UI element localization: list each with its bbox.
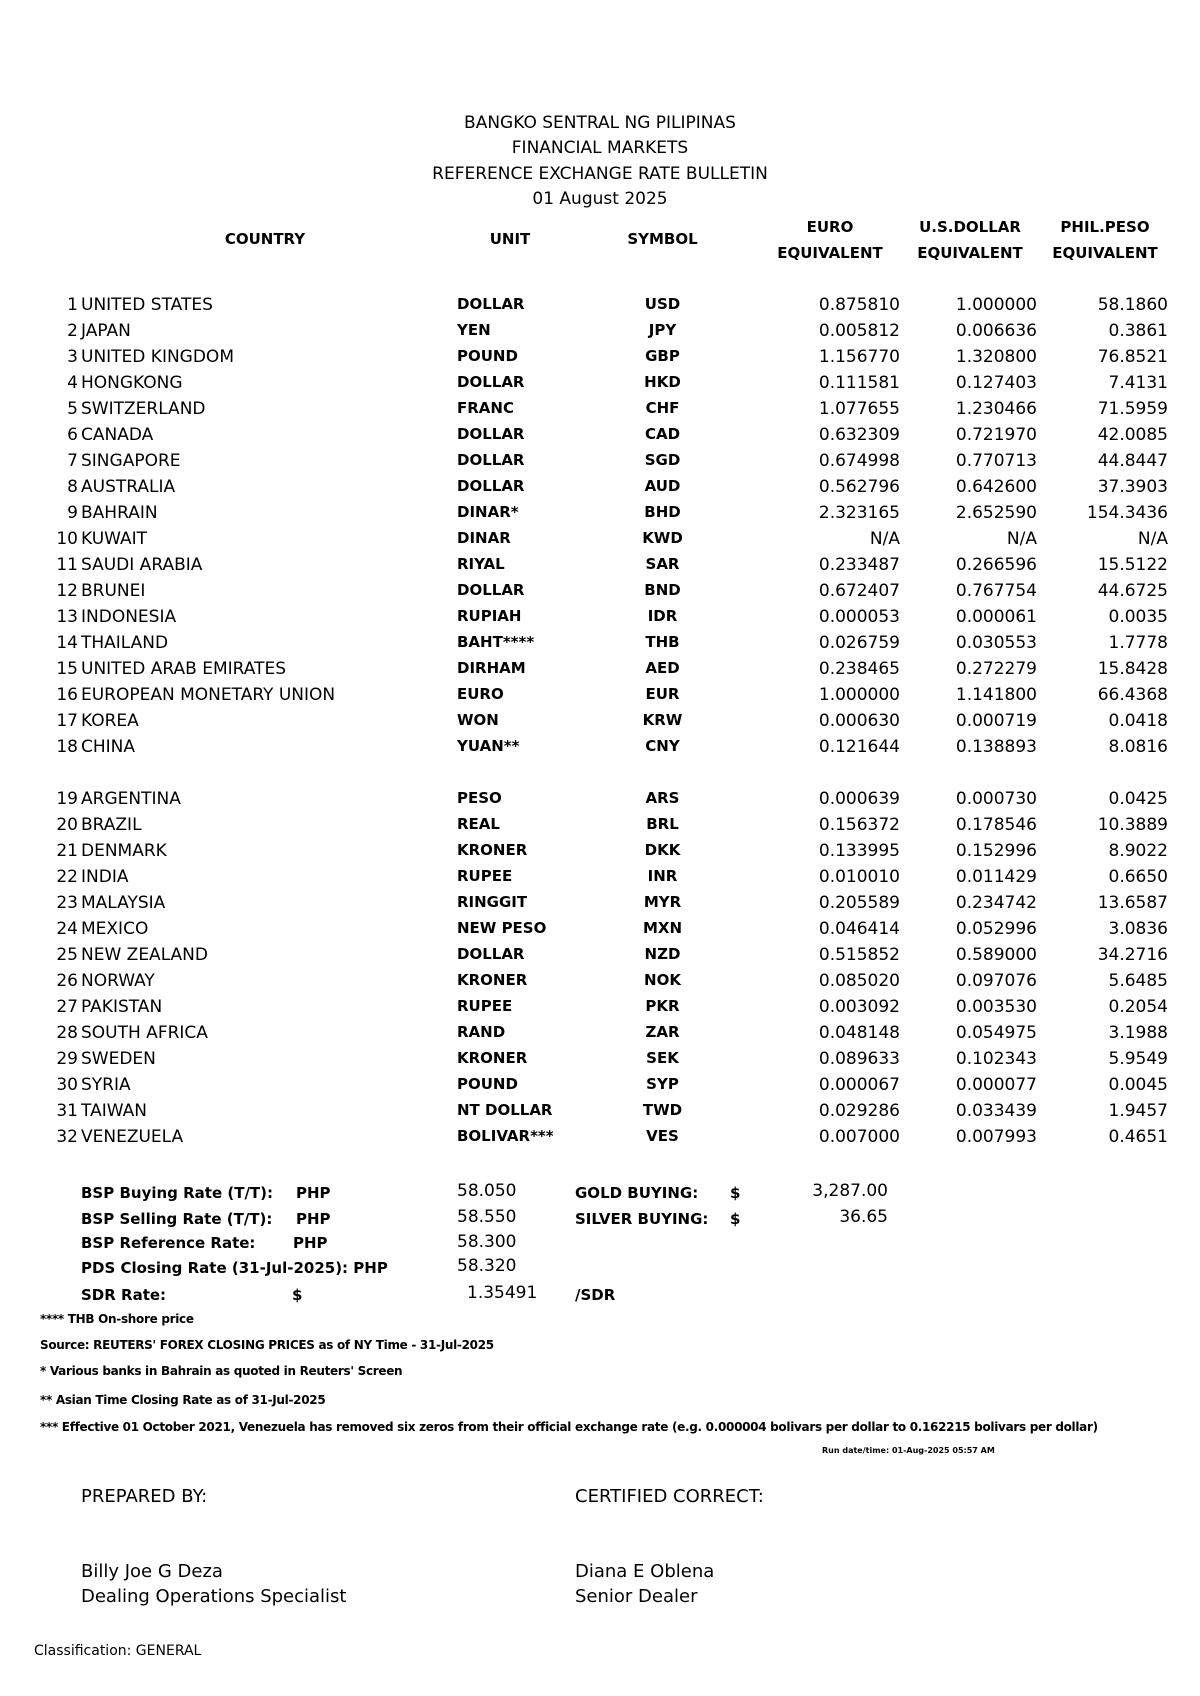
selling-rate-label: BSP Selling Rate (T/T): (81, 1210, 273, 1228)
reference-rate-currency: PHP (293, 1234, 328, 1252)
reference-rate-value: 58.300 (457, 1232, 517, 1252)
note-asian: ** Asian Time Closing Rate as of 31-Jul-2025 (40, 1393, 326, 1407)
certified-by-name: Diana E Oblena (575, 1561, 715, 1582)
table-row: 16 EUROPEAN MONETARY UNION EURO EUR 1.000000 1.141800 66.4368 (56, 685, 1168, 705)
bulletin-title: REFERENCE EXCHANGE RATE BULLETIN (432, 164, 768, 184)
buying-rate-label: BSP Buying Rate (T/T): (81, 1184, 274, 1202)
prepared-by-title: Dealing Operations Specialist (81, 1586, 347, 1607)
prepared-by-label: PREPARED BY: (81, 1486, 208, 1507)
bank-name: BANGKO SENTRAL NG PILIPINAS (464, 113, 736, 133)
col-php-1: PHIL.PESO (1060, 218, 1150, 236)
table-row: 23 MALAYSIA RINGGIT MYR 0.205589 0.234742 13.6587 (56, 893, 1168, 913)
buying-rate-value: 58.050 (457, 1181, 517, 1201)
col-usd-1: U.S.DOLLAR (919, 218, 1021, 236)
note-source: Source: REUTERS' FOREX CLOSING PRICES as of NY Time - 31-Jul-2025 (40, 1338, 494, 1352)
gold-buying-label: GOLD BUYING: (575, 1184, 699, 1202)
table-row: 4 HONGKONG DOLLAR HKD 0.111581 0.127403 7.4131 (67, 373, 1168, 393)
table-row: 29 SWEDEN KRONER SEK 0.089633 0.102343 5.9549 (56, 1049, 1168, 1069)
table-row: 10 KUWAIT DINAR KWD N/A N/A N/A (56, 529, 1168, 549)
table-row: 3 UNITED KINGDOM POUND GBP 1.156770 1.320800 76.8521 (67, 347, 1168, 367)
certified-correct-label: CERTIFIED CORRECT: (575, 1486, 764, 1507)
table-row: 31 TAIWAN NT DOLLAR TWD 0.029286 0.033439 1.9457 (56, 1101, 1168, 1121)
sdr-rate-currency: $ (292, 1286, 303, 1304)
col-unit: UNIT (489, 230, 531, 248)
table-row: 22 INDIA RUPEE INR 0.010010 0.011429 0.6650 (56, 867, 1168, 887)
certified-by-title: Senior Dealer (575, 1586, 698, 1607)
table-row: 17 KOREA WON KRW 0.000630 0.000719 0.0418 (56, 711, 1168, 731)
table-row: 18 CHINA YUAN** CNY 0.121644 0.138893 8.0816 (56, 737, 1168, 757)
table-row: 11 SAUDI ARABIA RIYAL SAR 0.233487 0.266596 15.5122 (56, 555, 1168, 575)
table-row: 20 BRAZIL REAL BRL 0.156372 0.178546 10.3889 (56, 815, 1168, 835)
sdr-rate-unit: /SDR (575, 1286, 616, 1304)
table-row: 28 SOUTH AFRICA RAND ZAR 0.048148 0.054975 3.1988 (56, 1023, 1168, 1043)
table-row: 8 AUSTRALIA DOLLAR AUD 0.562796 0.642600 37.3903 (67, 477, 1168, 497)
table-row: 19 ARGENTINA PESO ARS 0.000639 0.000730 0.0425 (56, 789, 1168, 809)
table-row: 6 CANADA DOLLAR CAD 0.632309 0.721970 42.0085 (67, 425, 1168, 445)
silver-buying-value: 36.65 (839, 1207, 888, 1227)
sdr-rate-label: SDR Rate: (81, 1286, 167, 1304)
reference-rate-label: BSP Reference Rate: (81, 1234, 256, 1252)
table-row: 26 NORWAY KRONER NOK 0.085020 0.097076 5.6485 (56, 971, 1168, 991)
silver-buying-currency: $ (730, 1210, 741, 1228)
table-row: 2 JAPAN YEN JPY 0.005812 0.006636 0.3861 (67, 321, 1168, 341)
silver-buying-label: SILVER BUYING: (575, 1210, 709, 1228)
bulletin-date: 01 August 2025 (532, 189, 668, 209)
classification-label: Classification: GENERAL (34, 1643, 202, 1659)
prepared-by-name: Billy Joe G Deza (81, 1561, 223, 1582)
pds-closing-value: 58.320 (457, 1256, 517, 1276)
table-row: 5 SWITZERLAND FRANC CHF 1.077655 1.230466 71.5959 (67, 399, 1168, 419)
note-bahrain: * Various banks in Bahrain as quoted in Reuters' Screen (40, 1364, 403, 1378)
table-row: 24 MEXICO NEW PESO MXN 0.046414 0.052996 3.0836 (56, 919, 1168, 939)
selling-rate-currency: PHP (296, 1210, 331, 1228)
gold-buying-value: 3,287.00 (812, 1181, 888, 1201)
table-row: 32 VENEZUELA BOLIVAR*** VES 0.007000 0.007993 0.4651 (56, 1127, 1168, 1147)
col-euro-2: EQUIVALENT (777, 244, 883, 262)
department: FINANCIAL MARKETS (511, 138, 689, 158)
table-row: 14 THAILAND BAHT**** THB 0.026759 0.030553 1.7778 (56, 633, 1168, 653)
run-date: Run date/time: 01-Aug-2025 05:57 AM (822, 1446, 995, 1455)
table-row: 13 INDONESIA RUPIAH IDR 0.000053 0.000061 0.0035 (56, 607, 1168, 627)
table-row: 25 NEW ZEALAND DOLLAR NZD 0.515852 0.589000 34.2716 (56, 945, 1168, 965)
note-venezuela: *** Effective 01 October 2021, Venezuela has removed six zeros from their official exchange rate (e.g. 0.000004 bolivars per dollar to 0.162215 bolivars per dollar) (40, 1420, 1098, 1434)
col-country: COUNTRY (224, 230, 306, 248)
gold-buying-currency: $ (730, 1184, 741, 1202)
table-row: 1 UNITED STATES DOLLAR USD 0.875810 1.000000 58.1860 (67, 295, 1168, 315)
col-usd-2: EQUIVALENT (917, 244, 1023, 262)
pds-closing-label: PDS Closing Rate (31-Jul-2025): PHP (81, 1259, 388, 1277)
col-symbol: SYMBOL (627, 230, 698, 248)
note-thb: **** THB On-shore price (40, 1312, 194, 1326)
table-row: 12 BRUNEI DOLLAR BND 0.672407 0.767754 44.6725 (56, 581, 1168, 601)
table-row: 9 BAHRAIN DINAR* BHD 2.323165 2.652590 154.3436 (67, 503, 1168, 523)
table-row: 30 SYRIA POUND SYP 0.000067 0.000077 0.0045 (56, 1075, 1168, 1095)
table-row: 27 PAKISTAN RUPEE PKR 0.003092 0.003530 0.2054 (56, 997, 1168, 1017)
col-euro-1: EURO (806, 218, 854, 236)
buying-rate-currency: PHP (296, 1184, 331, 1202)
table-row: 21 DENMARK KRONER DKK 0.133995 0.152996 8.9022 (56, 841, 1168, 861)
table-row: 15 UNITED ARAB EMIRATES DIRHAM AED 0.238465 0.272279 15.8428 (56, 659, 1168, 679)
col-php-2: EQUIVALENT (1052, 244, 1158, 262)
selling-rate-value: 58.550 (457, 1207, 517, 1227)
sdr-rate-value: 1.35491 (467, 1283, 538, 1303)
table-row: 7 SINGAPORE DOLLAR SGD 0.674998 0.770713 44.8447 (67, 451, 1168, 471)
